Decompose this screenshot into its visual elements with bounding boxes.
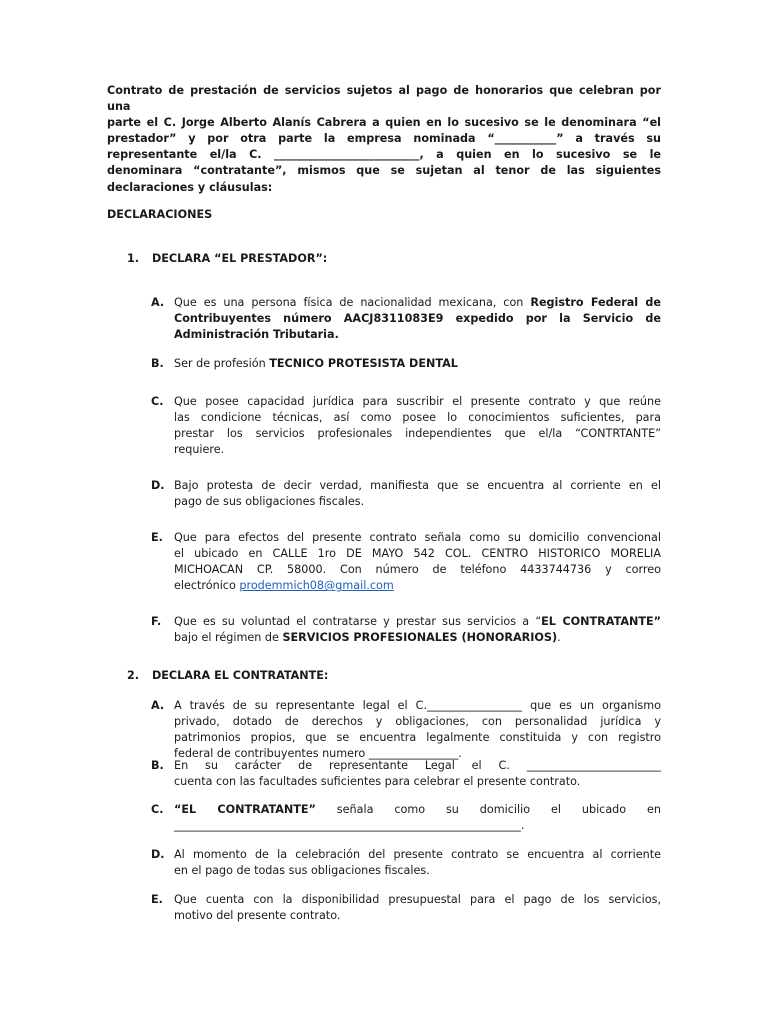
declaration-item-1f — [151, 614, 661, 646]
item-line: A través de su representante legal el C._________________ que es un organismo — [174, 699, 661, 712]
item-line — [174, 295, 661, 311]
item-line: Contribuyentes número AACJ8311083E9 expedido por la Servicio de — [174, 312, 661, 326]
declaration-item-1c — [151, 394, 661, 458]
profession-value: TECNICO PROTESISTA DENTAL — [269, 357, 458, 370]
declaraciones-heading: DECLARACIONES — [107, 208, 213, 221]
declaration-item-1a — [151, 295, 661, 343]
item-line: prestar los servicios profesionales independientes que el/la “CONTRTANTE” — [174, 427, 661, 441]
item-line: requiere. — [174, 443, 225, 457]
item-letter: C. — [151, 803, 164, 816]
item-line — [174, 802, 661, 818]
declaration-item-2e — [151, 892, 661, 924]
item-line: motivo del presente contrato. — [174, 909, 341, 923]
declaration-item-1d — [151, 478, 661, 510]
section-2-title: DECLARA EL CONTRATANTE: — [152, 669, 329, 682]
item-line: Al momento de la celebración del presente contrato se encuentra al corriente — [174, 848, 661, 861]
item-letter: E. — [151, 531, 163, 544]
item-line: las condicione técnicas, así como posee lo conocimientos suficientes, para — [174, 411, 661, 425]
rfc-label: Registro Federal de — [530, 296, 662, 309]
item-text: señala como su domicilio el ubicado en — [315, 803, 662, 816]
declaration-item-2a — [151, 698, 661, 762]
intro-line: prestador” y por otra parte la empresa nominada “___________” a través su — [107, 132, 661, 146]
item-line: Bajo protesta de decir verdad, manifiesta que se encuentra al corriente en el — [174, 479, 661, 492]
intro-line: Contrato de prestación de servicios sujetos al pago de honorarios que celebran por una — [107, 84, 661, 114]
intro-paragraph — [107, 83, 661, 196]
item-line: ______________________________________________________________. — [174, 819, 525, 833]
item-text: bajo el régimen de — [174, 631, 283, 645]
item-text: Ser de profesión — [174, 357, 270, 370]
item-line: Que para efectos del presente contrato señala como su domicilio convencional — [174, 531, 661, 544]
item-line: pago de sus obligaciones fiscales. — [174, 495, 365, 509]
item-line: el ubicado en CALLE 1ro DE MAYO 542 COL. CENTRO HISTORICO MORELIA — [174, 547, 661, 561]
email-link[interactable]: prodemmich08@gmail.com — [239, 579, 394, 593]
item-letter: B. — [151, 759, 164, 772]
item-line — [174, 614, 661, 630]
item-line: cuenta con las facultades suficientes para celebrar el presente contrato. — [174, 775, 581, 789]
item-letter: D. — [151, 479, 165, 492]
intro-line: representante el/la C. __________________________, a quien en lo sucesivo se le — [107, 148, 661, 162]
contratante-label: “EL CONTRATANTE” — [174, 803, 316, 816]
declaration-item-1e — [151, 530, 661, 594]
item-line: En su carácter de representante Legal el C. ________________________ — [174, 759, 661, 772]
item-letter: D. — [151, 848, 165, 861]
item-line: privado, dotado de derechos y obligaciones, con personalidad jurídica y — [174, 715, 661, 729]
intro-line: denominara “contratante”, mismos que se sujetan al tenor de las siguientes — [107, 164, 661, 178]
item-line: MICHOACAN CP. 58000. Con número de teléfono 4433744736 y correo — [174, 563, 661, 577]
item-line: Administración Tributaria. — [174, 328, 339, 342]
declaration-item-2b — [151, 758, 661, 790]
item-line: Que posee capacidad jurídica para suscribir el presente contrato y que reúne — [174, 395, 661, 408]
item-letter: E. — [151, 893, 163, 906]
item-letter: A. — [151, 296, 165, 309]
item-letter: B. — [151, 357, 164, 370]
item-line — [174, 630, 661, 646]
item-line: federal de contribuyentes numero ________________. — [174, 747, 462, 761]
declaration-item-2d — [151, 847, 661, 879]
item-text: . — [557, 631, 561, 645]
contratante-label: EL CONTRATANTE” — [541, 615, 661, 628]
section-1-number: 1. — [127, 252, 140, 265]
declaration-item-1b — [151, 356, 661, 372]
item-letter: F. — [151, 615, 162, 628]
item-line: en el pago de todas sus obligaciones fiscales. — [174, 864, 430, 878]
item-letter: C. — [151, 395, 164, 408]
item-line: Que cuenta con la disponibilidad presupuestal para el pago de los servicios, — [174, 893, 661, 906]
intro-line: declaraciones y cláusulas: — [107, 180, 273, 194]
item-text: electrónico — [174, 579, 240, 593]
item-text: Que es una persona física de nacionalidad mexicana, con — [174, 296, 531, 309]
item-line: patrimonios propios, que se encuentra legalmente constituida y con registro — [174, 731, 661, 745]
item-line — [174, 578, 661, 594]
declaration-item-2c — [151, 802, 661, 834]
item-letter: A. — [151, 699, 165, 712]
item-text: Que es su voluntad el contratarse y prestar sus servicios a “ — [174, 615, 542, 628]
section-2-number: 2. — [127, 669, 140, 682]
section-1-title: DECLARA “EL PRESTADOR”: — [152, 252, 328, 265]
intro-line: parte el C. Jorge Alberto Alanís Cabrera a quien en lo sucesivo se le denominara “el — [107, 116, 661, 130]
regime-value: SERVICIOS PROFESIONALES (HONORARIOS) — [282, 631, 558, 645]
